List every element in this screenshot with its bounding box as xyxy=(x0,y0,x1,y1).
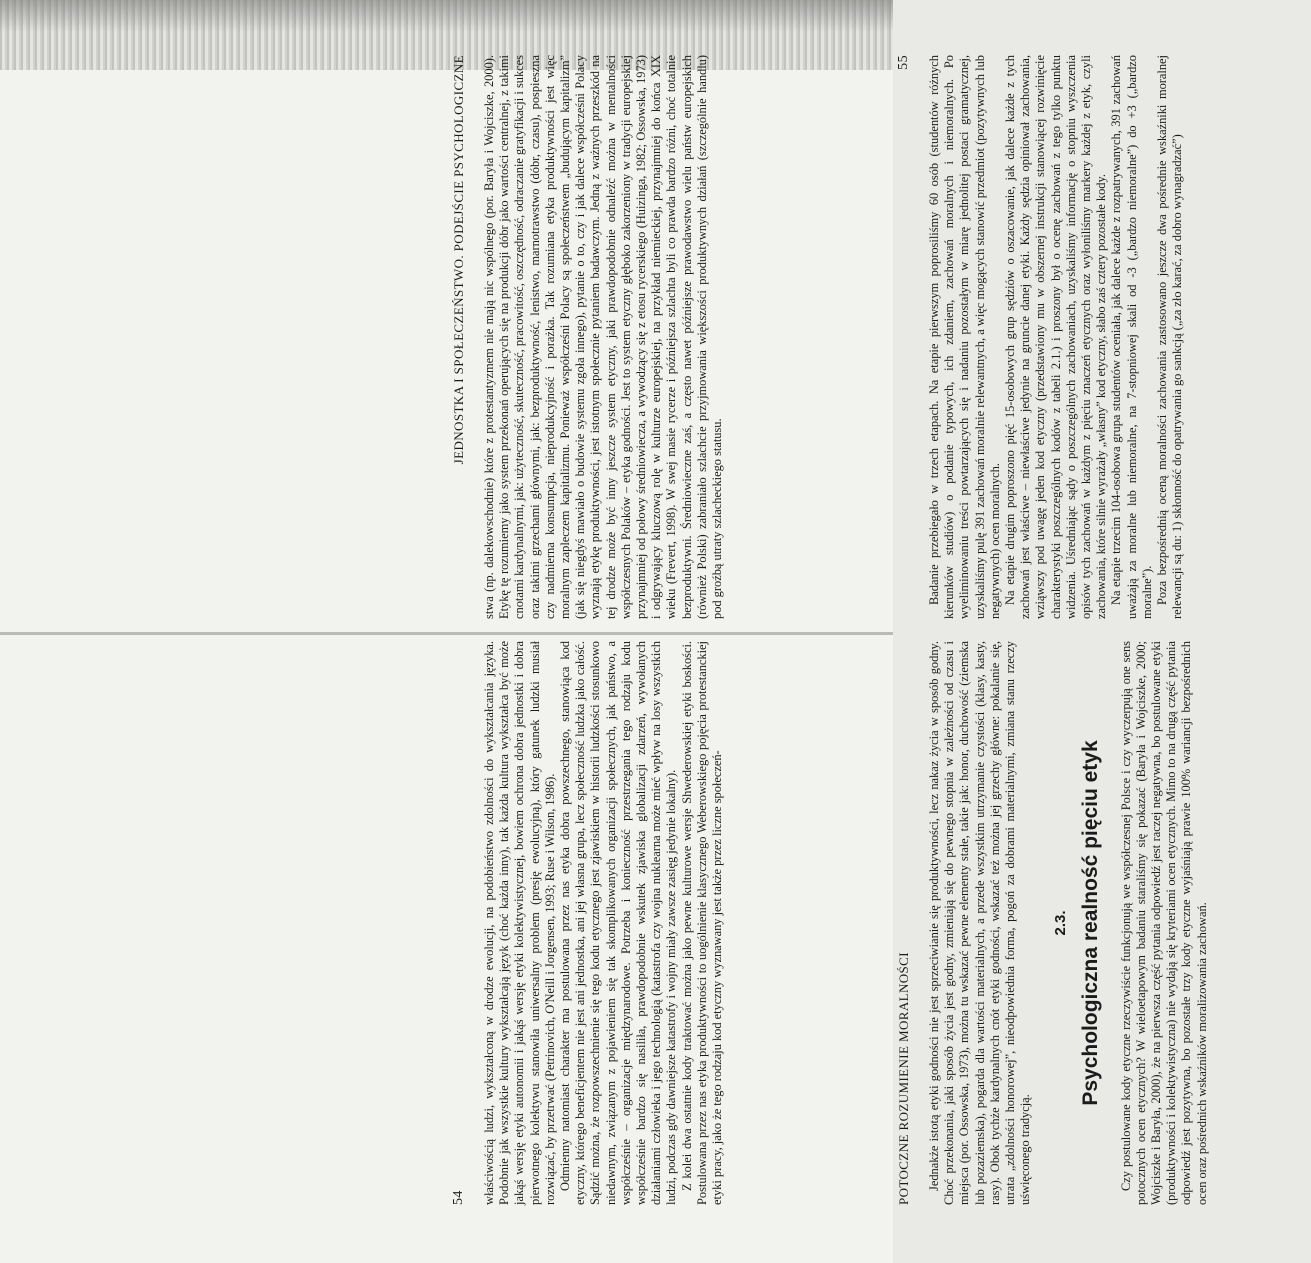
running-head-left: JEDNOSTKA I SPOŁECZEŃSTWO. PODEJŚCIE PSYCHOLOGICZNE xyxy=(451,55,466,465)
section-title: Psychologiczna realność pięciu etyk xyxy=(1078,740,1102,1106)
page-number-left: 54 xyxy=(451,1190,466,1205)
paragraph: Jednakże istotą etyki godności nie jest sprzeciwianie się produktywności, lecz nakaz życia w sposób godny. Choć przekonania, jaki sposób życia jest godny, zmieniają się do pewnego stopnia w zależności od czasu i miejsca (por. Ossowska, 1973), można tu wskazać pewne elementy stałe, takie jak: honor, duchowość (ziemska lub pozaziemska), pogarda dla wartości materialnych, a przede wszystkim utrzymanie czystości (klasy, kasty, rasy). Obok tychże kardynalnych cnót etyki godności, wskazać też można jej grzechy główne: pokalanie się, utrata „zdolności honorowej”, nieodpowiednia forma, pogoń za dobrami materialnymi, zmiana stanu rzeczy uświęconego tradycją. xyxy=(927,641,1033,1205)
running-header-left xyxy=(446,55,472,1205)
column-right-1 xyxy=(927,641,1307,1205)
text-columns-right xyxy=(927,55,1307,1205)
paragraph: Badanie przebiegało w trzech etapach. Na etapie pierwszym poprosiliśmy 60 osób (studentów różnych kierunków studiów) o podanie typowych, ich zdaniem, zachowań moralnych i niemoralnych. Po wyeliminowaniu treści powtarzających się i nadaniu pozostałym w miarę jednolitej postaci gramatycznej, uzyskaliśmy pulę 391 zachowań moralnie relewantnych, a więc mogących stanowić przedmiot (pozytywnych lub negatywnych) ocen moralnych. xyxy=(927,55,1002,619)
page-54 xyxy=(446,55,866,1205)
running-head-right: POTOCZNE ROZUMIENIE MORALNOŚCI xyxy=(896,952,911,1205)
column-left-2 xyxy=(482,55,862,619)
scan-edge-shadow xyxy=(0,0,893,32)
paragraph: Na etapie trzecim 104-osobowa grupa studentów oceniała, jak dalece każde z rozpatrywanych, 391 zachowań uważają za moralne lub niemoralne, na 7-stopniowej skali od -3 („bardzo niemoralne”) do +3 („bardzo moralne”). xyxy=(1109,55,1154,619)
paragraph: Odmienny natomiast charakter ma postulowana przez nas etyka dobra powszechnego, stanowiąca kod etyczny, którego beneficjentem nie jest ani jednostka, ani jej własna grupa, lecz społeczność ludzka jako całość. Sądzić można, że rozpowszechnienie się tego kodu etycznego jest zjawiskiem w historii ludzkości stosunkowo niedawnym, związanym z pojawieniem się tak skomplikowanych organizacji społecznych, jak państwo, a współcześnie – organizacje międzynarodowe. Potrzeba i konieczność przestrzegania tego rodzaju kodu współcześnie bardzo się nasiliła, prawdopodobnie wskutek zjawiska globalizacji zdarzeń, wywołanych działaniami człowieka i jego technologią (katastrofa czy wojna nuklearna może mieć wpływ na losy wszystkich ludzi, podczas gdy dawniejsze katastrofy i wojny miały zawsze zasięg jedynie lokalny). xyxy=(558,641,679,1205)
page-number-right: 55 xyxy=(896,55,911,70)
paragraph: Z kolei dwa ostatnie kody traktować można jako pewne kulturowe wersje Shwederowskiej etyki boskości. Postulowana przez nas etyka produktywności to uogólnienie klasycznego Weberowskiego pojęcia protestanckiej etyki pracy, jako że tego rodzaju kod etyczny wyznawany jest także przez liczne społeczeń- xyxy=(679,641,725,1205)
paragraph: stwa (np. dalekowschodnie) które z protestantyzmem nie mają nic wspólnego (por. Baryła i Wojciszke, 2000). Etykę tę rozumiemy jako system przekonań operujących się na produkcji dóbr jako wartości centralnej, z takimi cnotami kardynalnymi, jak: użyteczność, skuteczność, pracowitość, oszczędność, odraczanie gratyfikacji i sukces oraz takimi grzechami głównymi, jak: bezproduktywność, lenistwo, marnotrawstwo (dóbr, czasu), pospieszna czy nadmierna konsumpcja, nieprodukcyjność i porażka. Tak rozumiana etyka produktywności jest więc moralnym zapleczem kapitalizmu. Ponieważ współcześni Polacy są społeczeństwem „budującym kapitalizm” (jak się niegdyś mawiało o budowie systemu zgoła innego), pytanie o to, czy i jak dalece współcześni Polacy wyznają etykę produktywności, jest istotnym społecznie pytaniem badawczym. Jedną z ważnych przeszkód na tej drodze może być inny jeszcze system etyczny, jaki prawdopodobnie odnaleźć można w mentalności współczesnych Polaków – etyka godności. Jest to system etyczny głęboko zakorzeniony w tradycji europejskiej przynajmniej od połowy średniowiecza, a wywodzący się z etosu rycerskiego (Huizinga, 1982; Ossowska, 1973) i odgrywający kluczową rolę w kulturze europejskiej, na przykład niemieckiej, przynajmniej do końca XIX wieku (Frevert, 1998). W swej masie rycerze i późniejsza szlachta byli co prawda bardzo różni, choć totalnie bezproduktywni. Średniowieczne zaś, a często nawet późniejsze prawodawstwo wielu państw europejskich (również Polski) zabraniało szlachcie przyjmowania większości produktywnych działań (szczególnie handlu) pod groźbą utraty szlacheckiego statusu. xyxy=(482,55,725,619)
paragraph: właściwością ludzi, wykształconą w drodze ewolucji, na podobieństwo zdolności do wykształcania języka. Podobnie jak wszystkie kultury wykształcają język (choć każda inny), tak każda kultura wykształca być może jakąś wersję etyki autonomii i jakąś wersję etyki kolektywistycznej, bowiem ochrona dobra jednostki i dobra pierwotnego kolektywu stanowiła uniwersalny problem (presję ewolucyjną), który gatunek ludzki musiał rozwiązać, by przetrwać (Petrinovich, O'Neill i Jorgensen, 1993; Ruse i Wilson, 1986). xyxy=(482,641,557,1205)
column-left-1 xyxy=(482,641,862,1205)
page-55 xyxy=(891,55,1311,1205)
section-number: 2.3. xyxy=(1052,910,1070,936)
paragraph: Poza bezpośrednią oceną moralności zachowania zastosowano jeszcze dwa pośrednie wskaźniki moralnej relewancji są du: 1) skłonność do opatrywania go sankcją („za zło karać, za dobro wynagradzać”) xyxy=(1155,55,1185,619)
section-heading xyxy=(1053,641,1102,1205)
running-header-right xyxy=(891,55,917,1205)
paragraph: Na etapie drugim poproszono pięć 15-osobowych grup sędziów o oszacowanie, jak dalece każde z tych zachowań jest właściwe – niewłaściwe jedynie na gruncie danej etyki. Każdy sędzia opiniował zachowania, wziąwszy pod uwagę jeden kod etyczny (przedstawiony mu w obszernej instrukcji stanowiącej rozwinięcie charakterystyki poszczególnych kodów z tabeli 2.1.) i proszony był o ocenę zachowań z tego tylko punktu widzenia. Uśredniając sądy o poszczególnych zachowaniach, uzyskaliśmy informację o stopniu wyszczenia opisów tych zachowań w każdym z pięciu znaczeń etycznych oraz wyłoniliśmy markery każdej z etyk, czyli zachowania, które silnie wyrażały „własny” kod etyczny, słabo zaś cztery pozostałe kody. xyxy=(1003,55,1109,619)
column-right-2 xyxy=(927,55,1307,619)
text-columns-left xyxy=(482,55,862,1205)
paragraph: Czy postulowane kody etyczne rzeczywiście funkcjonują we współczesnej Polsce i czy wyczerpują one sens potocznych ocen etycznych? W wieloetapowym badaniu staraliśmy się pokazać (Baryła i Wojciszke, 2000; Wojciszke i Baryła, 2000), że na pierwsza część pytania odpowiedź jest raczej negatywna, bo postulowane etyki (produktywności i kolektywistyczna) nie wydają się kryteriami ocen etycznych. Mimo to na drugą część pytania odpowiedź jest pozytywna, bo pozostałe trzy kody etyczne wyjaśniają prawie 100% wariancji bezpośrednich ocen oraz pośrednich wskaźników moralizowania zachowań. xyxy=(1118,641,1209,1205)
